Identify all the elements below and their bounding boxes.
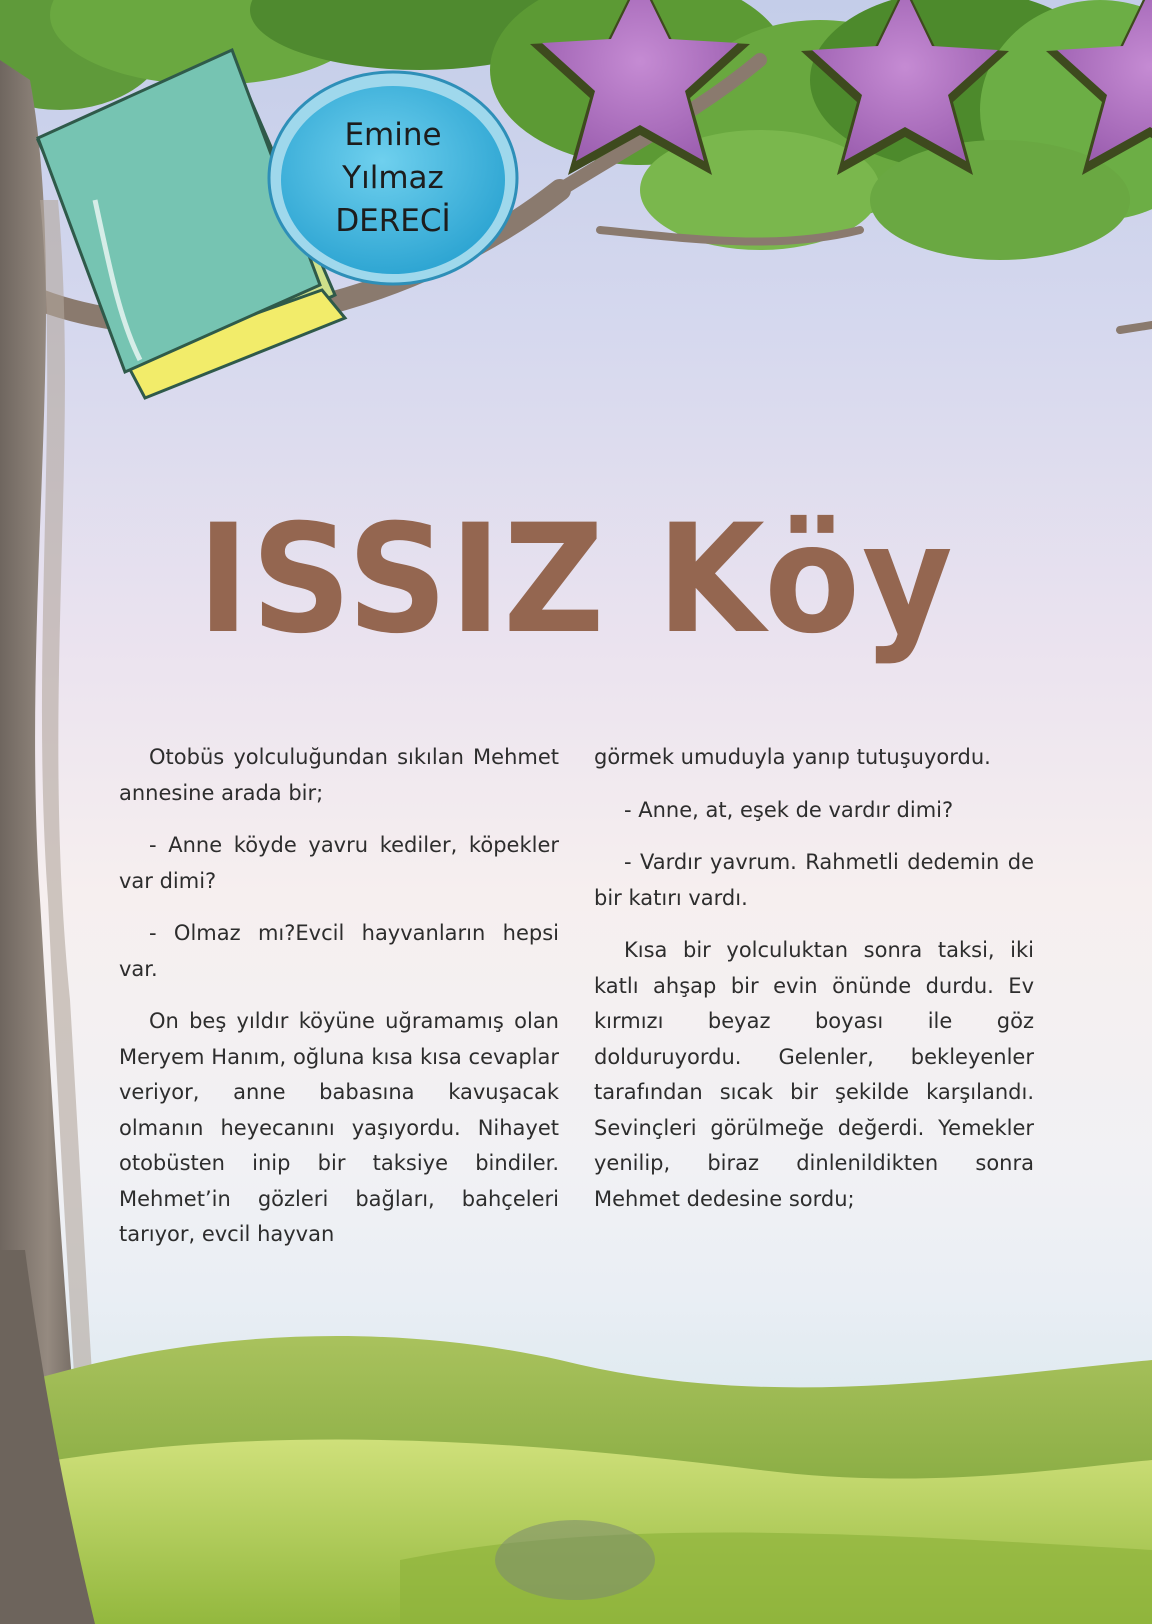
text-column-right [594,740,1034,1234]
text-column-left [119,740,559,1270]
paragraph: - Anne köyde yavru kediler, köpekler var dimi? [119,833,559,893]
author-first-name: Emine [344,117,442,153]
story-title: ISSIZ Köy [197,493,955,667]
author-middle-name: Yılmaz [342,160,444,196]
meadow [0,1336,1152,1624]
author-name [273,76,513,281]
paragraph: Otobüs yolculuğundan sıkılan Mehmet annesine arada bir; [119,745,559,805]
paragraph: - Olmaz mı?Evcil hayvanların hepsi var. [119,921,559,981]
paragraph: On beş yıldır köyüne uğramamış olan Meryem Hanım, oğluna kısa kısa cevaplar veriyor, anne babasına kavuşacak olmanın heyecanını yaşıyordu. Nihayet otobüsten inip bir taksiye bindiler. Mehmet’in gözleri bağları, bahçeleri tarıyor, evcil hayvan [119,1009,559,1246]
paragraph: görmek umuduyla yanıp tutuşuyordu. [594,745,991,769]
paragraph: - Anne, at, eşek de vardır dimi? [624,797,954,822]
paragraph: Kısa bir yolculuktan sonra taksi, iki katlı ahşap bir evin önünde durdu. Ev kırmızı beyaz boyası ile göz dolduruyordu. Gelenler, bekleyenler tarafından sıcak bir şekilde karşılandı. Sevinçleri görülmeğe değerdi. Yemekler yenilip, biraz dinlenildikten sonra Mehmet dedesine sordu; [594,938,1034,1211]
paragraph: - Vardır yavrum. Rahmetli dedemin de bir katırı vardı. [594,850,1034,910]
author-last-name: DERECİ [335,203,451,239]
